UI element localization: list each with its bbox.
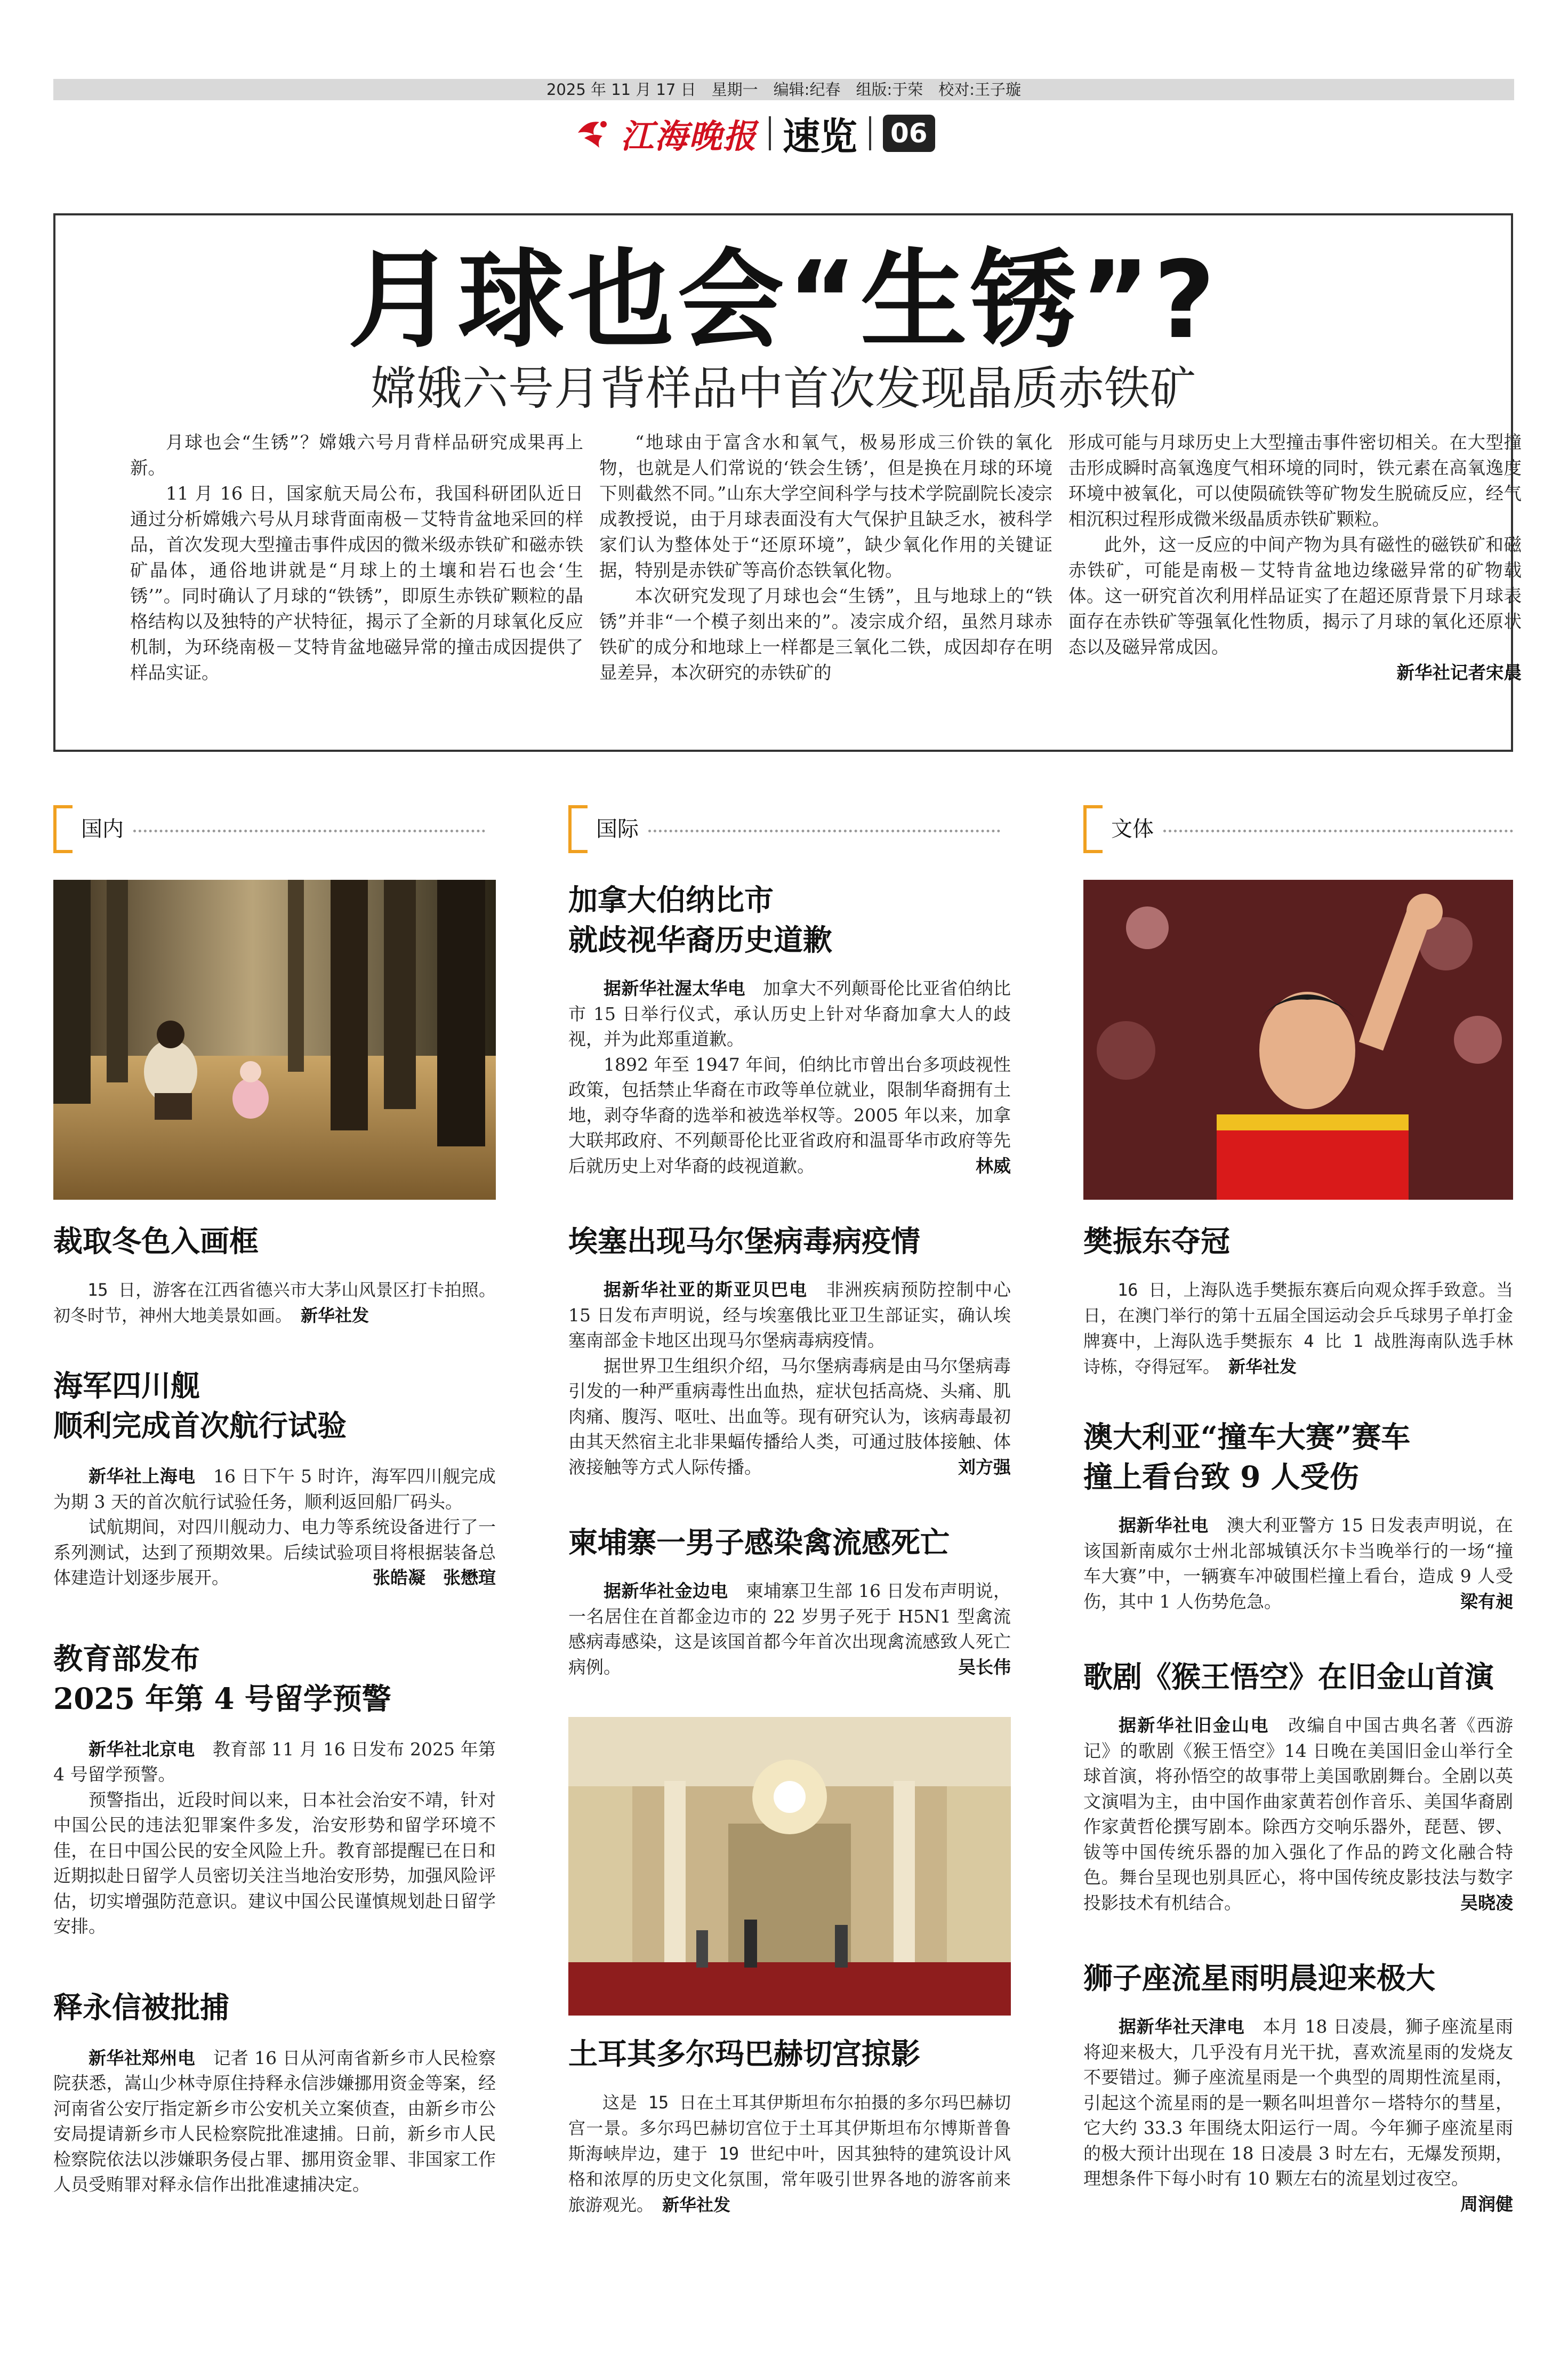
article-title [53,1639,496,1719]
article-title [568,880,1011,960]
article-author: 吴晓凌 [1460,1892,1513,1913]
article-dateline: 据新华社亚的斯亚贝巴电 [604,1279,808,1300]
top-info-bar [53,79,1514,100]
article-author: 刘方强 [958,1456,1011,1478]
palace-interior-photo [568,1717,1011,2016]
article-paragraph: 教育部 11 月 16 日发布 2025 年第 4 号留学预警。 [53,1738,496,1785]
table-tennis-player-photo [1083,880,1513,1200]
masthead-divider [769,116,771,150]
article-title-line: 就歧视华裔历史道歉 [568,922,833,957]
newspaper-logo-icon [576,117,609,150]
page-number-badge: 06 [883,115,935,152]
article-paragraph: 记者 16 日从河南省新乡市人民检察院获悉，嵩山少林寺原住持释永信涉嫌挪用资金等案，经河南省公安厅指定新乡市公安机关立案侦查，由新乡市公安局提请新乡市人民检察院批准逮捕。日前，新乡市人民检察院依法以涉嫌职务侵占罪、挪用资金罪、非国家工作人员受贿罪对释永信作出批准逮捕决定。 [53,2047,496,2195]
international-column [568,880,1011,2218]
article-body [1083,1513,1513,1614]
lead-paragraph: 本次研究发现了月球也会“生锈”，且与地球上的“铁锈”并非“一个模子刻出来的”。凌宗成介绍，虽然月球赤铁矿的成分和地球上一样都是三氧化二铁，成因却存在明显差异，本次研究的赤铁矿的 [599,585,1052,683]
article-title-line: 撞上看台致 9 人受伤 [1083,1459,1359,1494]
article-paragraph: 加拿大不列颠哥伦比亚省伯纳比市 15 日举行仪式，承认历史上针对华裔加拿大人的歧视，并为此郑重道歉。 [568,978,1011,1049]
section-rule [648,830,1000,832]
article-paragraph: 试航期间，对四川舰动力、电力等系统设备进行了一系列测试，达到了预期效果。后续试验项目将根据装备总体建造计划逐步展开。 [53,1516,496,1588]
article-body [1083,2014,1513,2217]
masthead [576,109,935,157]
article-author: 吴长伟 [958,1656,1011,1677]
article-title: 裁取冬色入画框 [53,1224,259,1258]
article-title: 狮子座流星雨明晨迎来极大 [1083,1961,1436,1995]
section-bracket [568,805,588,853]
section-rule [133,830,485,832]
caption-text: 15 日，游客在江西省德兴市大茅山风景区打卡拍照。初冬时节，神州大地美景如画。 [53,1280,496,1326]
article-paragraph: 本月 18 日凌晨，狮子座流星雨将迎来极大，几乎没有月光干扰，喜欢流星雨的发烧友不要错过。狮子座流星雨是一个典型的周期性流星雨，引起这个流星雨的是一颗名叫坦普尔－塔特尔的彗星，它大约 33.3 年围绕太阳运行一周。今年狮子座流星雨的极大预计出现在 18 日凌晨 3 时左右，无爆发预期，理想条件下每小时有 10 颗左右的流星划过夜空。 [1083,2016,1513,2189]
lead-paragraph: 形成可能与月球历史上大型撞击事件密切相关。在大型撞击形成瞬时高氧逸度气相环境的同时，铁元素在高氧逸度环境中被氧化，可以使陨硫铁等矿物发生脱硫反应，经气相沉积过程形成微米级晶质赤铁矿颗粒。 [1068,432,1522,529]
lead-column-3 [1068,430,1522,686]
lead-story-box [53,213,1522,752]
masthead-divider [869,116,871,150]
article-title-line: 加拿大伯纳比市 [568,882,774,917]
lead-paragraph: 月球也会“生锈”？嫦娥六号月背样品研究成果再上新。 [130,432,583,478]
photo-caption [1083,1277,1513,1379]
photo-credit: 新华社发 [662,2195,731,2215]
article-title-line: 教育部发布 [53,1641,200,1676]
edition-dateline: 2025 年 11 月 17 日 星期一 编辑:纪春 组版:于荣 校对:王子璇 [546,81,1021,99]
section-bracket [53,805,73,853]
article-body [568,1578,1011,1680]
section-label-sports-culture [1083,805,1513,853]
lead-column-2 [599,430,1052,686]
article-paragraph: 据世界卫生组织介绍，马尔堡病毒病是由马尔堡病毒引发的一种严重病毒性出血热，症状包括高烧、头痛、肌肉痛、腹泻、呕吐、出血等。现有研究认为，该病毒最初由其天然宿主北非果蝠传播给人类，可通过肢体接触、体液接触等方式人际传播。 [568,1355,1011,1478]
article-body [1083,1713,1513,1915]
caption-text: 16 日，上海队选手樊振东赛后向观众挥手致意。当日，在澳门举行的第十五届全国运动会乒乓球男子单打金牌赛中，上海队选手樊振东 4 比 1 战胜海南队选手林诗栋，夺得冠军。 [1083,1280,1513,1377]
article-title: 歌剧《猴王悟空》在旧金山首演 [1083,1659,1494,1694]
article-title-line: 澳大利亚“撞车大赛”赛车 [1083,1419,1411,1454]
article-paragraph: 澳大利亚警方 15 日发表声明说，在该国新南威尔士州北部城镇沃尔卡当晚举行的一场“撞车大赛”中，一辆赛车冲破围栏撞上看台，造成 9 人受伤，其中 1 人伤势危急。 [1083,1515,1513,1612]
article-title: 柬埔寨一男子感染禽流感死亡 [568,1525,950,1560]
article-dateline: 新华社北京电 [89,1738,195,1760]
article-author: 梁有昶 [1460,1591,1513,1612]
lead-column-1 [130,430,583,686]
lead-subheadline: 嫦娥六号月背样品中首次发现晶质赤铁矿 [371,362,1196,415]
article-paragraph: 预警指出，近段时间以来，日本社会治安不靖，针对中国公民的违法犯罪案件多发，治安形势和留学环境不佳，在日中国公民的安全风险上升。教育部提醒已在日和近期拟赴日留学人员密切关注当地治安形势，加强风险评估，切实增强防范意识。建议中国公民谨慎规划赴日留学安排。 [53,1789,496,1937]
article-body [568,976,1011,1178]
article-dateline: 据新华社电 [1119,1515,1209,1536]
article-title [53,1366,496,1446]
page-section-title: 速览 [783,114,858,158]
article-paragraph: 改编自中国古典名著《西游记》的歌剧《猴王悟空》14 日晚在美国旧金山举行全球首演，将孙悟空的故事带上美国歌剧舞台。全剧以英文演唱为主，由中国作曲家黄若创作音乐、美国华裔剧作家黄哲伦撰写剧本。除西方交响乐器外，琵琶、锣、钹等中国传统乐器的加入强化了作品的跨文化融合特色。舞台呈现也别具匠心，将中国传统皮影技法与数字投影技术有机结合。 [1083,1715,1514,1913]
article-dateline: 据新华社渥太华电 [604,978,745,999]
article-title [1083,1417,1513,1497]
article-dateline: 据新华社旧金山电 [1119,1715,1269,1736]
lead-paragraph: “地球由于富含水和氧气，极易形成三价铁的氧化物，也就是人们常说的‘铁会生锈’，但是换在月球的环境下则截然不同。”山东大学空间科学与技术学院副院长凌宗成教授说，由于月球表面没有大气保护且缺乏水，被科学家们认为整体处于“还原环境”，缺少氧化作用的关键证据，特别是赤铁矿等高价态铁氧化物。 [599,432,1052,581]
newspaper-name: 江海晚报 [621,116,758,156]
photo-credit: 新华社发 [1228,1356,1297,1377]
article-paragraph: 非洲疾病预防控制中心 15 日发布声明说，经与埃塞俄比亚卫生部证实，确认埃塞南部金卡地区出现马尔堡病毒病疫情。 [568,1279,1011,1351]
domestic-column [53,880,496,2197]
section-rule [1163,830,1513,832]
photo-caption [53,1277,496,1328]
article-paragraph: 柬埔寨卫生部 16 日发布声明说，一名居住在首都金边市的 22 岁男子死于 H5N1 型禽流感病毒感染，这是该国首都今年首次出现禽流感致人死亡病例。 [568,1580,1011,1677]
section-label-text: 文体 [1111,817,1154,841]
article-dateline: 据新华社金边电 [604,1580,728,1601]
section-label-text: 国际 [596,817,639,841]
section-label-international [568,805,1000,853]
article-body [53,1464,496,1591]
winter-forest-photo [53,880,496,1200]
photo-credit: 新华社发 [301,1305,369,1326]
article-dateline: 新华社郑州电 [89,2047,196,2068]
section-label-text: 国内 [81,817,124,841]
article-title: 樊振东夺冠 [1083,1224,1231,1258]
lead-paragraph: 11 月 16 日，国家航天局公布，我国科研团队近日通过分析嫦娥六号从月球背面南极－艾特肯盆地采回的样品，首次发现大型撞击事件成因的微米级赤铁矿和磁赤铁矿晶体，通俗地讲就是“月球上的土壤和岩石也会‘生锈’”。同时确认了月球的“铁锈”，即原生赤铁矿颗粒的晶格结构以及独特的产状特征，揭示了全新的月球氧化反应机制，为环绕南极－艾特肯盆地磁异常的撞击成因提供了样品实证。 [130,483,583,683]
article-body [53,2045,496,2197]
article-dateline: 据新华社天津电 [1119,2016,1245,2037]
article-title-line: 顺利完成首次航行试验 [53,1408,347,1443]
article-author: 林威 [976,1155,1011,1176]
lead-paragraph: 此外，这一反应的中间产物为具有磁性的磁铁矿和磁赤铁矿，可能是南极－艾特肯盆地边缘磁异常的矿物载体。这一研究首次利用样品证实了在超还原背景下月球表面存在赤铁矿等强氧化性物质，揭示了月球的氧化还原状态以及磁异常成因。 [1068,534,1522,657]
section-label-domestic [53,805,485,853]
article-body [568,1277,1011,1480]
article-dateline: 新华社上海电 [89,1466,196,1487]
article-title: 埃塞出现马尔堡病毒病疫情 [568,1224,921,1258]
article-author: 张皓凝 张懋瑄 [373,1567,496,1588]
photo-caption [568,2090,1011,2218]
article-paragraph: 16 日下午 5 时许，海军四川舰完成为期 3 天的首次航行试验任务，顺利返回船厂码头。 [53,1466,496,1512]
article-title: 土耳其多尔玛巴赫切宫掠影 [568,2036,921,2071]
article-title-line: 2025 年第 4 号留学预警 [53,1681,391,1716]
lead-headline: 月球也会“生锈”? [348,238,1219,363]
article-paragraph: 1892 年至 1947 年间，伯纳比市曾出台多项歧视性政策，包括禁止华裔在市政等单位就业，限制华裔拥有土地，剥夺华裔的选举和被选举权等。2005 年以来，加拿大联邦政府、不列颠哥伦比亚省政府和温哥华市政府等先后就历史上对华裔的歧视道歉。 [568,1054,1011,1176]
article-author: 周润健 [1460,2193,1513,2214]
article-body [53,1737,496,1939]
caption-text: 这是 15 日在土耳其伊斯坦布尔拍摄的多尔玛巴赫切宫一景。多尔玛巴赫切宫位于土耳其伊斯坦布尔博斯普鲁斯海峡岸边，建于 19 世纪中叶，因其独特的建筑设计风格和浓厚的历史文化氛围，常年吸引世界各地的游客前来旅游观光。 [568,2092,1011,2215]
article-title: 释永信被批捕 [53,1989,230,2025]
section-bracket [1083,805,1103,853]
sports-culture-column [1083,880,1513,2217]
article-title-line: 海军四川舰 [53,1368,200,1403]
lead-byline: 新华社记者宋晨 [1396,662,1522,683]
